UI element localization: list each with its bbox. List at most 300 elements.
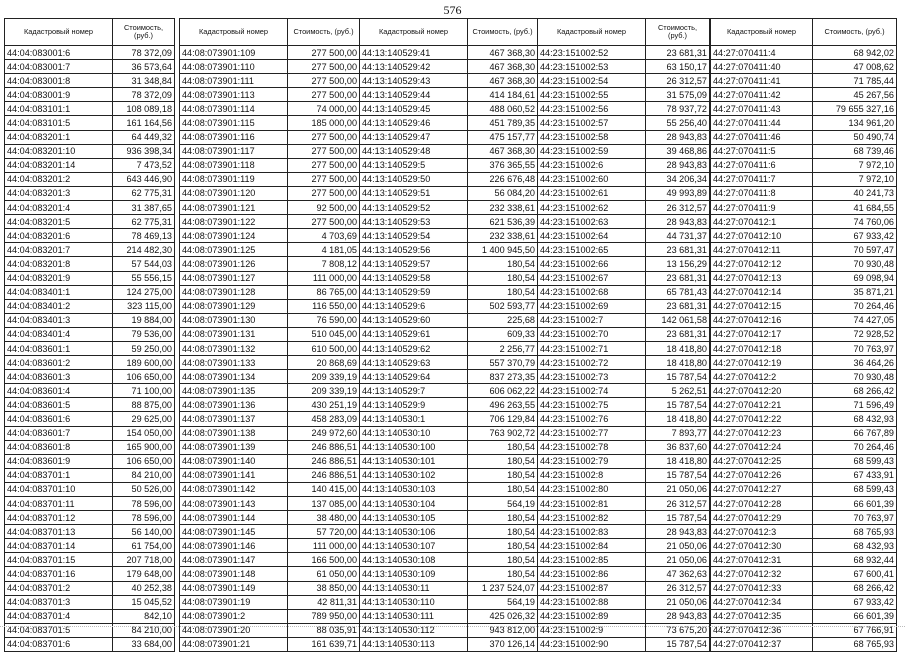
cadastral-number-cell: 44:23:151002:80: [538, 482, 646, 496]
cadastral-number-cell: 44:27:070412:27: [711, 482, 813, 496]
cadastral-number-cell: 44:08:073901:118: [180, 158, 288, 172]
cost-cell: 42 811,31: [288, 595, 360, 609]
cost-cell: 467 368,30: [468, 60, 538, 74]
cadastral-number-cell: 44:23:151002:81: [538, 497, 646, 511]
table-row: [711, 46, 897, 60]
cost-cell: 643 446,90: [113, 172, 175, 186]
cadastral-number-cell: 44:04:083401:1: [5, 285, 113, 299]
cost-cell: 35 871,21: [813, 285, 897, 299]
cost-cell: 564,19: [468, 595, 538, 609]
cadastral-number-cell: 44:27:070412:29: [711, 511, 813, 525]
column-header-cadastral-number: Кадастровый номер: [538, 19, 646, 46]
cadastral-number-cell: 44:04:083701:15: [5, 553, 113, 567]
cadastral-number-cell: 44:13:140529:51: [360, 186, 468, 200]
cadastral-number-cell: 44:13:140530:104: [360, 497, 468, 511]
cadastral-number-cell: 44:04:083601:6: [5, 412, 113, 426]
cost-cell: 68 739,46: [813, 144, 897, 158]
table-row: [360, 88, 538, 102]
cadastral-number-cell: 44:04:083201:10: [5, 144, 113, 158]
table-row: [5, 215, 175, 229]
cadastral-number-cell: 44:08:073901:141: [180, 468, 288, 482]
table-row: [538, 609, 710, 623]
cost-cell: 26 312,57: [646, 74, 710, 88]
cost-cell: 59 250,00: [113, 341, 175, 355]
cost-cell: 277 500,00: [288, 144, 360, 158]
table-row: [711, 172, 897, 186]
cadastral-number-cell: 44:23:151002:66: [538, 257, 646, 271]
cost-cell: 69 098,94: [813, 271, 897, 285]
table-row: [5, 567, 175, 581]
cadastral-number-cell: 44:23:151002:78: [538, 440, 646, 454]
table-row: [711, 102, 897, 116]
cadastral-number-cell: 44:04:083701:16: [5, 567, 113, 581]
cadastral-number-cell: 44:27:070412:28: [711, 497, 813, 511]
cadastral-number-cell: 44:04:083701:14: [5, 539, 113, 553]
table-row: [5, 46, 175, 60]
cost-cell: 209 339,19: [288, 370, 360, 384]
cost-cell: 92 500,00: [288, 201, 360, 215]
table-row: [360, 130, 538, 144]
table-row: [180, 398, 360, 412]
cost-cell: 467 368,30: [468, 144, 538, 158]
cost-cell: 67 933,42: [813, 229, 897, 243]
table-row: [711, 468, 897, 482]
cost-cell: 18 418,80: [646, 341, 710, 355]
table-row: [538, 229, 710, 243]
cost-cell: 41 684,55: [813, 201, 897, 215]
cost-cell: 26 312,57: [646, 581, 710, 595]
cadastral-number-cell: 44:08:073901:124: [180, 229, 288, 243]
cost-cell: 510 045,00: [288, 327, 360, 341]
cadastral-number-cell: 44:27:070412:37: [711, 637, 813, 651]
cadastral-number-cell: 44:27:070412:17: [711, 327, 813, 341]
table-row: [360, 595, 538, 609]
table-row: [180, 426, 360, 440]
cost-cell: 140 415,00: [288, 482, 360, 496]
cadastral-number-cell: 44:08:073901:116: [180, 130, 288, 144]
cost-cell: 40 241,73: [813, 186, 897, 200]
cost-cell: 226 676,48: [468, 172, 538, 186]
table-row: [360, 229, 538, 243]
column-header-cadastral-number: Кадастровый номер: [711, 19, 813, 46]
cost-cell: 4 181,05: [288, 243, 360, 257]
cost-cell: 180,54: [468, 257, 538, 271]
table-row: [180, 130, 360, 144]
table-row: [538, 454, 710, 468]
table-row: [711, 398, 897, 412]
cadastral-number-cell: 44:04:083601:3: [5, 370, 113, 384]
cadastral-number-cell: 44:13:140529:56: [360, 243, 468, 257]
table-row: [360, 370, 538, 384]
cadastral-number-cell: 44:04:083701:11: [5, 497, 113, 511]
table-row: [360, 313, 538, 327]
cost-cell: 67 766,91: [813, 623, 897, 637]
cost-cell: 277 500,00: [288, 215, 360, 229]
cadastral-number-cell: 44:23:151002:69: [538, 299, 646, 313]
cost-cell: 67 600,41: [813, 567, 897, 581]
cadastral-number-cell: 44:08:073901:130: [180, 313, 288, 327]
table-row: [5, 229, 175, 243]
cost-cell: 458 283,09: [288, 412, 360, 426]
table-row: [5, 454, 175, 468]
table-row: [180, 525, 360, 539]
table-row: [360, 46, 538, 60]
cost-cell: 180,54: [468, 285, 538, 299]
cadastral-number-cell: 44:08:073901:114: [180, 102, 288, 116]
table-row: [180, 299, 360, 313]
cadastral-number-cell: 44:08:073901:136: [180, 398, 288, 412]
cost-cell: 28 943,83: [646, 130, 710, 144]
cost-cell: 23 681,31: [646, 46, 710, 60]
table-row: [360, 341, 538, 355]
table-row: [180, 285, 360, 299]
table-row: [711, 370, 897, 384]
cadastral-number-cell: 44:27:070411:6: [711, 158, 813, 172]
cadastral-number-cell: 44:04:083201:1: [5, 130, 113, 144]
table-row: [5, 186, 175, 200]
table-row: [180, 116, 360, 130]
table-row: [180, 313, 360, 327]
cost-cell: 706 129,84: [468, 412, 538, 426]
cadastral-number-cell: 44:04:083201:8: [5, 257, 113, 271]
table-row: [538, 186, 710, 200]
cost-cell: 161 164,56: [113, 116, 175, 130]
cost-cell: 33 684,00: [113, 637, 175, 651]
cost-cell: 65 781,43: [646, 285, 710, 299]
cadastral-number-cell: 44:08:073901:109: [180, 46, 288, 60]
table-row: [360, 243, 538, 257]
table-row: [360, 426, 538, 440]
cost-cell: 36 464,26: [813, 356, 897, 370]
cadastral-number-cell: 44:23:151002:7: [538, 313, 646, 327]
table-row: [180, 384, 360, 398]
cost-cell: 57 720,00: [288, 525, 360, 539]
cadastral-number-cell: 44:27:070412:2: [711, 370, 813, 384]
cadastral-number-cell: 44:04:083201:14: [5, 158, 113, 172]
cost-cell: 50 490,74: [813, 130, 897, 144]
cost-cell: 7 808,12: [288, 257, 360, 271]
table-row: [711, 144, 897, 158]
table-row: [180, 581, 360, 595]
cost-cell: 66 767,89: [813, 426, 897, 440]
cost-cell: 142 061,58: [646, 313, 710, 327]
cost-cell: 246 886,51: [288, 440, 360, 454]
cost-cell: 28 943,83: [646, 215, 710, 229]
cadastral-number-cell: 44:23:151002:6: [538, 158, 646, 172]
cadastral-number-cell: 44:08:073901:140: [180, 454, 288, 468]
cadastral-number-cell: 44:13:140529:9: [360, 398, 468, 412]
table-row: [5, 341, 175, 355]
table-row: [711, 60, 897, 74]
table-row: [5, 285, 175, 299]
cadastral-number-cell: 44:23:151002:8: [538, 468, 646, 482]
cost-cell: 57 544,03: [113, 257, 175, 271]
cost-cell: 68 765,93: [813, 525, 897, 539]
cost-cell: 606 062,22: [468, 384, 538, 398]
cost-cell: 61 050,00: [288, 567, 360, 581]
table-row: [5, 384, 175, 398]
table-row: [538, 327, 710, 341]
cadastral-number-cell: 44:23:151002:70: [538, 327, 646, 341]
table-row: [711, 454, 897, 468]
cost-cell: 26 312,57: [646, 201, 710, 215]
cadastral-number-cell: 44:13:140529:64: [360, 370, 468, 384]
table-row: [538, 285, 710, 299]
cadastral-table-2: [179, 18, 360, 652]
cost-cell: 564,19: [468, 497, 538, 511]
cadastral-number-cell: 44:23:151002:71: [538, 341, 646, 355]
table-row: [538, 46, 710, 60]
cadastral-number-cell: 44:04:083701:4: [5, 609, 113, 623]
cost-cell: 180,54: [468, 468, 538, 482]
cost-cell: 79 536,00: [113, 327, 175, 341]
cost-cell: 5 262,51: [646, 384, 710, 398]
cost-cell: 1 400 945,50: [468, 243, 538, 257]
cadastral-number-cell: 44:08:073901:129: [180, 299, 288, 313]
cadastral-number-cell: 44:13:140530:111: [360, 609, 468, 623]
cost-cell: 88 875,00: [113, 398, 175, 412]
cadastral-number-cell: 44:27:070411:44: [711, 116, 813, 130]
cost-cell: 68 432,93: [813, 412, 897, 426]
cadastral-number-cell: 44:04:083601:7: [5, 426, 113, 440]
cadastral-number-cell: 44:04:083001:9: [5, 88, 113, 102]
cost-cell: 246 886,51: [288, 454, 360, 468]
cost-cell: 68 266,42: [813, 581, 897, 595]
table-row: [5, 595, 175, 609]
table-row: [360, 327, 538, 341]
cadastral-number-cell: 44:27:070411:4: [711, 46, 813, 60]
cost-cell: 1 237 524,07: [468, 581, 538, 595]
table-row: [360, 440, 538, 454]
table-row: [360, 172, 538, 186]
cost-cell: 38 850,00: [288, 581, 360, 595]
cost-cell: 111 000,00: [288, 539, 360, 553]
cadastral-number-cell: 44:23:151002:60: [538, 172, 646, 186]
table-row: [538, 440, 710, 454]
cost-cell: 209 339,19: [288, 384, 360, 398]
cadastral-number-cell: 44:27:070411:42: [711, 88, 813, 102]
cadastral-number-cell: 44:08:073901:144: [180, 511, 288, 525]
table-row: [5, 539, 175, 553]
table-row: [711, 271, 897, 285]
cost-cell: 74 000,00: [288, 102, 360, 116]
cost-cell: 154 050,00: [113, 426, 175, 440]
cost-cell: 116 550,00: [288, 299, 360, 313]
table-row: [180, 88, 360, 102]
table-row: [180, 595, 360, 609]
cost-cell: 15 787,54: [646, 637, 710, 651]
table-row: [5, 468, 175, 482]
cadastral-table-1: [4, 18, 175, 652]
cadastral-number-cell: 44:08:073901:121: [180, 201, 288, 215]
cadastral-number-cell: 44:13:140530:107: [360, 539, 468, 553]
cadastral-number-cell: 44:04:083001:7: [5, 60, 113, 74]
cadastral-number-cell: 44:13:140530:106: [360, 525, 468, 539]
cadastral-number-cell: 44:04:083101:5: [5, 116, 113, 130]
table-row: [5, 116, 175, 130]
cost-cell: 7 893,77: [646, 426, 710, 440]
cost-cell: 40 252,38: [113, 581, 175, 595]
cadastral-number-cell: 44:04:083701:1: [5, 468, 113, 482]
cadastral-number-cell: 44:27:070412:10: [711, 229, 813, 243]
cost-cell: 180,54: [468, 525, 538, 539]
cadastral-number-cell: 44:08:073901:111: [180, 74, 288, 88]
cost-cell: 47 362,63: [646, 567, 710, 581]
cost-cell: 78 937,72: [646, 102, 710, 116]
table-row: [711, 243, 897, 257]
cost-cell: 29 625,00: [113, 412, 175, 426]
cadastral-number-cell: 44:27:070412:30: [711, 539, 813, 553]
cost-cell: 56 084,20: [468, 186, 538, 200]
column-header-cadastral-number: Кадастровый номер: [360, 19, 468, 46]
cadastral-number-cell: 44:27:070412:33: [711, 581, 813, 595]
cadastral-number-cell: 44:13:140530:11: [360, 581, 468, 595]
column-header-cost: Стоимость, (руб.): [813, 19, 897, 46]
table-row: [711, 74, 897, 88]
table-row: [538, 257, 710, 271]
cost-cell: 78 469,13: [113, 229, 175, 243]
table-row: [180, 201, 360, 215]
table-row: [538, 468, 710, 482]
cost-cell: 67 433,91: [813, 468, 897, 482]
cost-cell: 26 312,57: [646, 497, 710, 511]
cost-cell: 249 972,60: [288, 426, 360, 440]
table-row: [360, 102, 538, 116]
table-row: [360, 609, 538, 623]
cost-cell: 70 597,47: [813, 243, 897, 257]
cost-cell: 55 556,15: [113, 271, 175, 285]
table-row: [538, 511, 710, 525]
cadastral-number-cell: 44:23:151002:74: [538, 384, 646, 398]
cadastral-number-cell: 44:04:083601:8: [5, 440, 113, 454]
cost-cell: 36 573,64: [113, 60, 175, 74]
cadastral-number-cell: 44:08:073901:117: [180, 144, 288, 158]
cost-cell: 18 418,80: [646, 454, 710, 468]
cost-cell: 34 206,34: [646, 172, 710, 186]
cadastral-number-cell: 44:23:151002:63: [538, 215, 646, 229]
cadastral-number-cell: 44:23:151002:82: [538, 511, 646, 525]
cost-cell: 62 775,31: [113, 215, 175, 229]
table-row: [180, 440, 360, 454]
cadastral-number-cell: 44:27:070412:21: [711, 398, 813, 412]
table-row: [538, 158, 710, 172]
cadastral-number-cell: 44:08:073901:133: [180, 356, 288, 370]
cadastral-number-cell: 44:13:140529:42: [360, 60, 468, 74]
cost-cell: 15 045,52: [113, 595, 175, 609]
cost-cell: 277 500,00: [288, 130, 360, 144]
cadastral-number-cell: 44:13:140530:102: [360, 468, 468, 482]
cadastral-number-cell: 44:08:073901:146: [180, 539, 288, 553]
table-row: [180, 609, 360, 623]
table-row: [711, 116, 897, 130]
cadastral-number-cell: 44:23:151002:57: [538, 116, 646, 130]
cadastral-number-cell: 44:23:151002:68: [538, 285, 646, 299]
table-row: [538, 130, 710, 144]
cadastral-number-cell: 44:04:083101:1: [5, 102, 113, 116]
cost-cell: 20 868,69: [288, 356, 360, 370]
table-row: [711, 426, 897, 440]
cost-cell: 78 372,09: [113, 46, 175, 60]
table-header-row: [538, 19, 710, 46]
cost-cell: 71 596,49: [813, 398, 897, 412]
cost-cell: 180,54: [468, 539, 538, 553]
cadastral-number-cell: 44:23:151002:56: [538, 102, 646, 116]
table-row: [711, 299, 897, 313]
cost-cell: 47 008,62: [813, 60, 897, 74]
cost-cell: 84 210,00: [113, 468, 175, 482]
cost-cell: 70 763,97: [813, 341, 897, 355]
cost-cell: 70 264,46: [813, 299, 897, 313]
cost-cell: 842,10: [113, 609, 175, 623]
table-row: [180, 454, 360, 468]
cadastral-number-cell: 44:13:140529:53: [360, 215, 468, 229]
cost-cell: 189 600,00: [113, 356, 175, 370]
cadastral-number-cell: 44:08:073901:19: [180, 595, 288, 609]
cadastral-number-cell: 44:23:151002:87: [538, 581, 646, 595]
table-row: [360, 454, 538, 468]
table-row: [360, 60, 538, 74]
cost-cell: 502 593,77: [468, 299, 538, 313]
table-row: [360, 497, 538, 511]
cadastral-number-cell: 44:23:151002:58: [538, 130, 646, 144]
table-row: [5, 412, 175, 426]
cadastral-number-cell: 44:23:151002:9: [538, 623, 646, 637]
table-row: [711, 539, 897, 553]
table-row: [711, 257, 897, 271]
cadastral-number-cell: 44:13:140529:43: [360, 74, 468, 88]
cadastral-number-cell: 44:04:083701:13: [5, 525, 113, 539]
cadastral-number-cell: 44:27:070412:32: [711, 567, 813, 581]
cost-cell: 425 026,32: [468, 609, 538, 623]
cadastral-number-cell: 44:23:151002:83: [538, 525, 646, 539]
cadastral-number-cell: 44:04:083201:5: [5, 215, 113, 229]
cadastral-number-cell: 44:04:083701:6: [5, 637, 113, 651]
cost-cell: 70 264,46: [813, 440, 897, 454]
cadastral-number-cell: 44:08:073901:132: [180, 341, 288, 355]
table-row: [538, 356, 710, 370]
cadastral-number-cell: 44:23:151002:84: [538, 539, 646, 553]
cadastral-number-cell: 44:27:070411:40: [711, 60, 813, 74]
cost-cell: 124 275,00: [113, 285, 175, 299]
cost-cell: 936 398,34: [113, 144, 175, 158]
cost-cell: 214 482,30: [113, 243, 175, 257]
table-row: [180, 497, 360, 511]
table-row: [538, 341, 710, 355]
cadastral-number-cell: 44:13:140529:61: [360, 327, 468, 341]
cost-cell: 23 681,31: [646, 271, 710, 285]
cost-cell: 166 500,00: [288, 553, 360, 567]
column-header-cost: Стоимость, (руб.): [646, 19, 710, 46]
table-row: [711, 313, 897, 327]
table-row: [5, 327, 175, 341]
cadastral-number-cell: 44:13:140529:60: [360, 313, 468, 327]
table-row: [360, 215, 538, 229]
table-row: [711, 88, 897, 102]
cost-cell: 64 449,32: [113, 130, 175, 144]
cadastral-number-cell: 44:08:073901:143: [180, 497, 288, 511]
cadastral-number-cell: 44:27:070411:5: [711, 144, 813, 158]
cadastral-number-cell: 44:13:140529:54: [360, 229, 468, 243]
cadastral-number-cell: 44:08:073901:131: [180, 327, 288, 341]
table-row: [711, 525, 897, 539]
table-row: [180, 412, 360, 426]
cadastral-number-cell: 44:27:070412:19: [711, 356, 813, 370]
cost-cell: 18 418,80: [646, 412, 710, 426]
cadastral-number-cell: 44:23:151002:62: [538, 201, 646, 215]
cadastral-number-cell: 44:08:073901:110: [180, 60, 288, 74]
table-row: [538, 243, 710, 257]
cadastral-number-cell: 44:27:070411:9: [711, 201, 813, 215]
